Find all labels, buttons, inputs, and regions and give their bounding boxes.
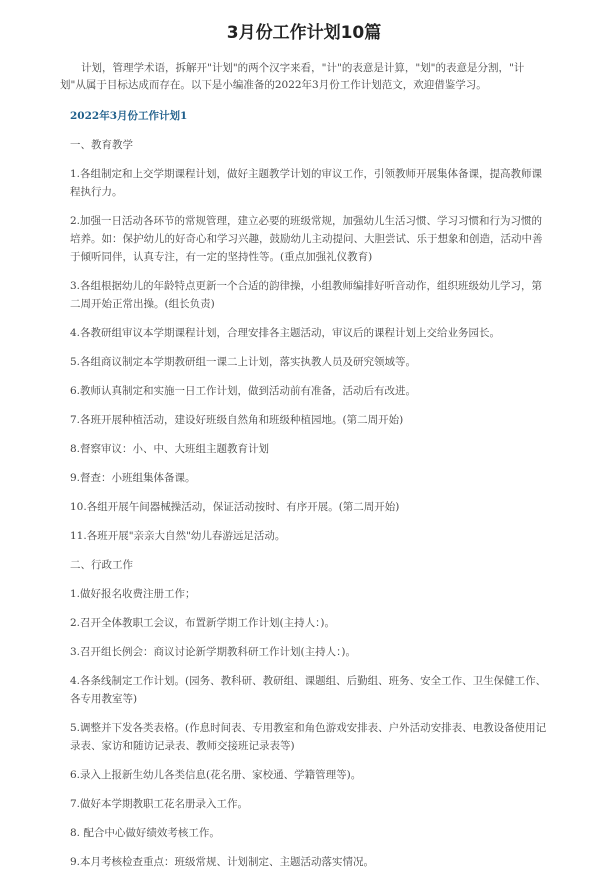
document-title: 3月份工作计划10篇: [226, 23, 382, 43]
paragraph-item: 3.各组根据幼儿的年龄特点更新一个合适的韵律操，小组教师编排好听音动作，组织班级幼儿学习，第二周开始正常出操。(组长负责): [70, 280, 543, 310]
heading-education: 一、教育教学: [70, 139, 133, 151]
paragraph-item: 1.做好报名收费注册工作；: [70, 588, 196, 600]
paragraph-item: 4.各教研组审议本学期课程计划，合理安排各主题活动，审议后的课程计划上交给业务园长。: [70, 327, 501, 339]
paragraph-item: 4.各条线制定工作计划。(园务、教科研、教研组、课题组、后勤组、班务、安全工作、卫生保健工作、各专用教室等): [70, 675, 547, 705]
paragraph-item: 6.录入上报新生幼儿各类信息(花名册、家校通、学籍管理等)。: [70, 769, 362, 781]
paragraph-item: 2.召开全体教职工会议，布置新学期工作计划(主持人：)。: [70, 617, 335, 629]
paragraph-item: 1.各组制定和上交学期课程计划，做好主题教学计划的审议工作，引领教师开展集体备课，提高教师课程执行力。: [70, 168, 543, 198]
paragraph-item: 10.各组开展午间器械操活动，保证活动按时、有序开展。(第二周开始): [70, 501, 400, 513]
paragraph-item: 5.调整并下发各类表格。(作息时间表、专用教室和角色游戏安排表、户外活动安排表、电教设备使用记录表、家访和随访记录表、教师交接班记录表等): [70, 722, 547, 752]
section-heading: 2022年3月份工作计划1: [70, 110, 188, 122]
paragraph-item: 9.督查：小班组集体备课。: [70, 472, 196, 484]
intro-paragraph: 计划，管理学术语，拆解开"计划"的两个汉字来看，"计"的表意是计算，"划"的表意是分割，"计划"从属于目标达成而存在。以下是小编准备的2022年3月份工作计划范文，欢迎借鉴学习。: [60, 62, 525, 91]
paragraph-item: 2.加强一日活动各环节的常规管理，建立必要的班级常规，加强幼儿生活习惯、学习习惯和行为习惯的培养。如：保护幼儿的好奇心和学习兴趣，鼓励幼儿主动提问、大胆尝试、乐于想象和创造，活动中善于倾听同伴，认真专注，有一定的坚持性等。(重点加强礼仪教育): [70, 215, 543, 263]
paragraph-item: 5.各组商议制定本学期教研组一课二上计划，落实执教人员及研究领域等。: [70, 356, 417, 368]
paragraph-item: 7.做好本学期教职工花名册录入工作。: [70, 798, 249, 810]
paragraph-item: 3.召开组长例会：商议讨论新学期教科研工作计划(主持人：)。: [70, 646, 356, 658]
paragraph-item: 8.督察审议：小、中、大班组主题教育计划: [70, 443, 270, 455]
heading-administration: 二、行政工作: [70, 559, 133, 571]
paragraph-item: 9.本月考核检查重点：班级常规、计划制定、主题活动落实情况。: [70, 856, 375, 868]
paragraph-item: 7.各班开展种植活动，建设好班级自然角和班级种植园地。(第二周开始): [70, 414, 404, 426]
paragraph-item: 11.各班开展"亲亲大自然"幼儿春游远足活动。: [70, 530, 286, 542]
paragraph-item: 6.教师认真制定和实施一日工作计划，做到活动前有准备，活动后有改进。: [70, 385, 417, 397]
paragraph-item: 8. 配合中心做好绩效考核工作。: [70, 827, 220, 839]
